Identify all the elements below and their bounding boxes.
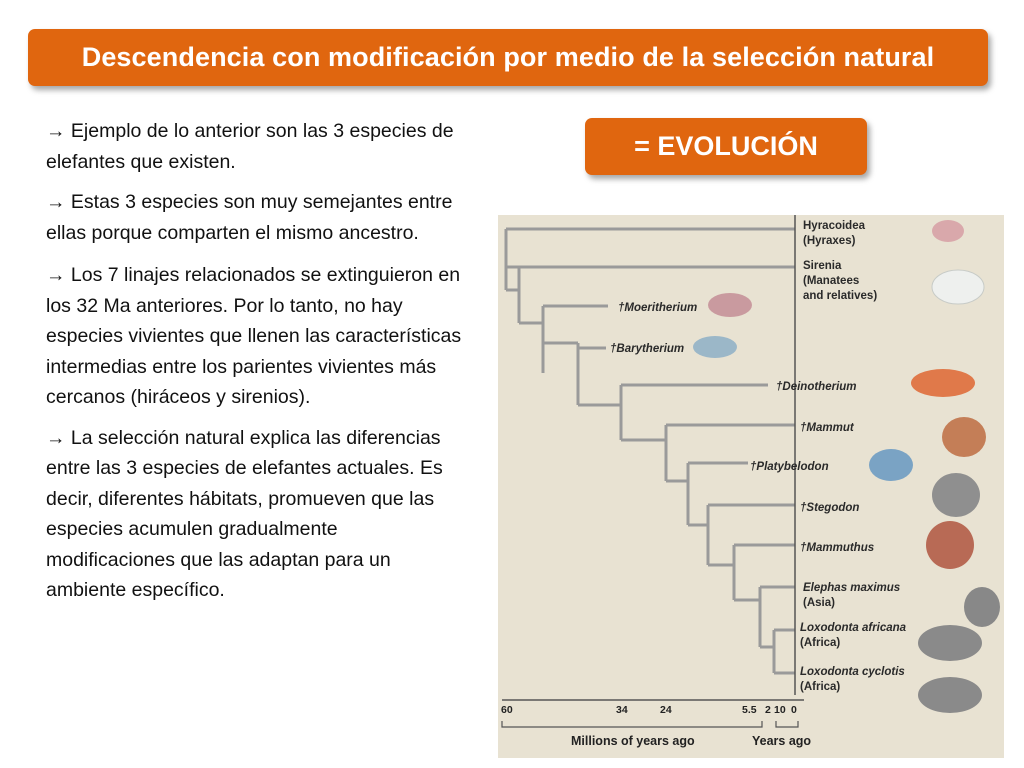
phylogenetic-tree-panel bbox=[498, 215, 1004, 758]
manatee-icon bbox=[932, 270, 984, 304]
bullet-item: → Estas 3 especies son muy semejantes entre ellas porque comparten el mismo ancestro. bbox=[46, 191, 453, 244]
taxon-label: Hyracoidea bbox=[803, 220, 866, 232]
taxon-label: †Platybelodon bbox=[750, 461, 829, 473]
taxon-label: †Mammut bbox=[800, 422, 854, 434]
platybelodon-icon bbox=[869, 449, 913, 481]
bullet-item: → Ejemplo de lo anterior son las 3 especies de elefantes que existen. bbox=[46, 120, 454, 173]
bullet-item: → La selección natural explica las diferencias entre las 3 especies de elefantes actuales. Es decir, diferentes hábitats, promueven que las especies acumulen gradualmente modificaciones que las adaptan para un ambiente específico. bbox=[46, 426, 443, 601]
phylogenetic-tree bbox=[498, 215, 1004, 758]
taxon-label: Elephas maximus bbox=[803, 582, 901, 594]
stegodon-icon bbox=[932, 473, 980, 517]
axis-tick-label: 60 bbox=[501, 704, 513, 716]
axis-title-right: Years ago bbox=[752, 734, 812, 748]
axis-tick-label: 24 bbox=[660, 704, 672, 716]
axis-tick-label: 10 bbox=[774, 704, 786, 716]
axis-tick-label: 5.5 bbox=[742, 704, 757, 716]
moeritherium-icon bbox=[708, 293, 752, 317]
taxon-label: †Deinotherium bbox=[776, 381, 857, 393]
taxon-label: Loxodonta cyclotis bbox=[800, 666, 905, 678]
taxon-label: Loxodonta africana bbox=[800, 622, 907, 634]
barytherium-icon bbox=[693, 336, 737, 358]
deinotherium-icon bbox=[911, 369, 975, 397]
axis-tick-label: 0 bbox=[791, 704, 797, 716]
taxon-label: †Barytherium bbox=[610, 343, 685, 355]
taxon-label: and relatives) bbox=[803, 290, 878, 302]
african-elephant-icon bbox=[918, 625, 982, 661]
slide-title: Descendencia con modificación por medio de la selección natural bbox=[81, 42, 935, 72]
forest-elephant-icon bbox=[918, 677, 982, 713]
mammut-icon bbox=[942, 417, 986, 457]
taxon-label: (Africa) bbox=[800, 637, 841, 649]
evolution-badge bbox=[585, 118, 867, 175]
taxon-label: (Asia) bbox=[803, 597, 835, 609]
axis-bracket bbox=[502, 721, 762, 727]
bullet-item: → Los 7 linajes relacionados se extinguieron en los 32 Ma anteriores. Por lo tanto, no hay especies vivientes que llenen las características intermedias entre los parientes vivientes más cercanos (hiráceos y sirenios). bbox=[46, 264, 462, 408]
taxon-label: Sirenia bbox=[803, 260, 842, 272]
hyrax-icon bbox=[932, 220, 964, 242]
axis-title-left: Millions of years ago bbox=[571, 734, 695, 748]
bullet-list bbox=[46, 116, 471, 616]
time-axis bbox=[501, 700, 811, 748]
taxon-label: †Moeritherium bbox=[618, 302, 698, 314]
asian-elephant-icon bbox=[964, 587, 1000, 627]
axis-bracket bbox=[776, 721, 798, 727]
mammuthus-icon bbox=[926, 521, 974, 569]
taxon-label: (Hyraxes) bbox=[803, 235, 856, 247]
tree-branches bbox=[506, 229, 795, 673]
taxon-label: (Manatees bbox=[803, 275, 860, 287]
taxon-label: (Africa) bbox=[800, 681, 841, 693]
axis-tick-label: 2 bbox=[765, 704, 771, 716]
taxon-label: †Mammuthus bbox=[800, 542, 875, 554]
axis-tick-label: 34 bbox=[616, 704, 628, 716]
evolution-badge-label: = EVOLUCIÓN bbox=[634, 131, 818, 161]
taxon-label: †Stegodon bbox=[800, 502, 860, 514]
title-banner bbox=[28, 29, 988, 86]
